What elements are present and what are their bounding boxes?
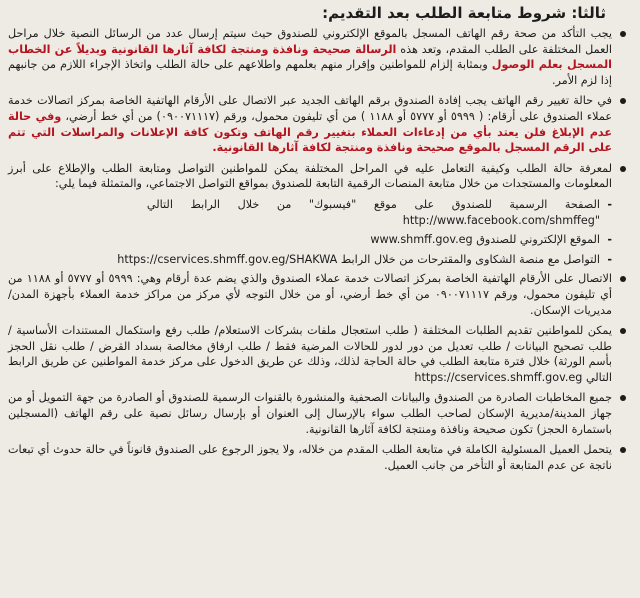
website-link[interactable]: www.shmff.gov.eg (370, 233, 473, 247)
channel-label: الصفحة الرسمية للصندوق على موقع "فيسبوك" من خلال الرابط التالي (146, 197, 600, 211)
condition-text: في حالة تغيير رقم الهاتف يجب إفادة الصندوق برقم الهاتف الجديد عبر الاتصال على الأرقام الهاتفية الخاصة بمركز اتصالات خدمة عملاء الصندوق على أرقام: ( ٥٩٩٩ أو ٥٧٧٧ أو ١١٨٨ ) من أي تليفون محمول، ورقم (٠٩٠٠٧١١١٧) من أي خط أرضي، (8, 94, 612, 123)
condition-requests (8, 323, 630, 385)
channel-label: الموقع الإلكتروني للصندوق (476, 233, 600, 247)
website-channel (8, 232, 630, 248)
condition-text-tail: وبمثابة إلزام للمواطنين وإقرار منهم بعلمهم واطلاعهم على حالة الطلب واتخاذ الإجراء اللازم من جانبهم إذا لزم الأمر. (8, 58, 612, 87)
condition-highlight: الرسالة صحيحة ونافذة ومنتجة لكافة آثارها القانونية وبديلاً عن الخطاب المسجل بعلم الوصول (8, 42, 613, 72)
condition-text: يجب التأكد من صحة رقم الهاتف المسجل بالموقع الإلكتروني للصندوق حيث سيتم إرسال عدد من الرسائل النصية خلال مراحل العمل المختلفة على الطلب المقدم، وتعد هذه (8, 27, 612, 56)
condition-phone-change (8, 93, 630, 155)
citizen-service-link[interactable]: https://cservices.shmff.gov.eg (414, 370, 583, 384)
facebook-link[interactable]: http://www.facebook.com/shmffeg" (402, 213, 600, 227)
condition-client-responsibility (8, 442, 630, 473)
condition-text: يمكن للمواطنين تقديم الطلبات المختلفة ( طلب استعجال ملفات بشركات الاستعلام/ طلب رفع واستكمال المستندات الأساسية / طلب تصحيح البيانات / طلب تعديل من دور لدور للحالات المرضية فقط / طلب ارفاق مخالصة بسداد القرض / طلب نقل الحجز بأسم الورثة) خلال فترة متابعة الطلب في حالة الحاجة لذلك، وذلك عن طريق الدخول على مركز خدمة المواطنين عن طريق الرابط التالي (8, 324, 612, 384)
section-heading: ثالثا: شروط متابعة الطلب بعد التقديم: (322, 4, 606, 22)
complaints-link[interactable]: https://cservices.shmff.gov.eg/SHAKWA (117, 252, 338, 266)
condition-phone-verification (8, 26, 630, 88)
facebook-channel (8, 197, 630, 228)
condition-text: الاتصال على الأرقام الهاتفية الخاصة بمركز اتصالات خدمة عملاء الصندوق والذي يضم عدة أرقام وهي: ٥٩٩٩ أو ٥٧٧٧ أو ١١٨٨ من أي تليفون محمول، ورقم ٠٩٠٠٧١١١٧ من أي خط أرضي، أو من خلال التوجه لأي مركز من مراكز خدمة العملاء بأجهزة المدن/مديريات الإسكان. (8, 272, 612, 317)
condition-text: لمعرفة حالة الطلب وكيفية التعامل عليه في المراحل المختلفة يمكن للمواطنين التواصل ومتابعة الطلب والإطلاع على أبرز المعلومات والمستجدات من خلال متابعة المنصات الرقمية التابعة للصندوق بمواقع التواصل الاجتماعي، والمتمثلة فيما يلي: (8, 161, 612, 191)
condition-highlight: وفي حالة عدم الإبلاغ فلن يعتد بأي من إدعاءات العملاء بتغيير رقم الهاتف وتكون كافة الإعلانات والمراسلات التي تتم على الرقم المسجل بالموقع صحيحة ونافذة ومنتجة لكافة آثارها القانونية. (8, 109, 612, 155)
condition-text: جميع المخاطبات الصادرة من الصندوق والبيانات الصحفية والمنشورة بالقنوات الرسمية للصندوق أو الصادرة من جهة التمويل أو من جهاز المدينة/مديرية الإسكان لصاحب الطلب سواء بالإرسال إلى العنوان أو بإرسال رسائل نصية على رقم الهاتف (المسجلين باستمارة الحجز) تكون صحيحة ونافذة ومنتجة لكافة آثارها القانونية. (8, 391, 612, 436)
condition-follow-up-channels (8, 161, 630, 192)
channel-label: التواصل مع منصة الشكاوى والمقترحات من خلال الرابط (340, 252, 600, 266)
condition-text: يتحمل العميل المسئولية الكاملة في متابعة الطلب المقدم من خلاله، ولا يجوز الرجوع على الصندوق قانوناً في حالة حدوث أي تبعات ناتجة عن عدم المتابعة أو التأخر من جانب العميل. (8, 443, 612, 472)
complaints-channel (8, 252, 630, 268)
condition-official-correspondence (8, 390, 630, 437)
condition-hotline (8, 271, 630, 318)
